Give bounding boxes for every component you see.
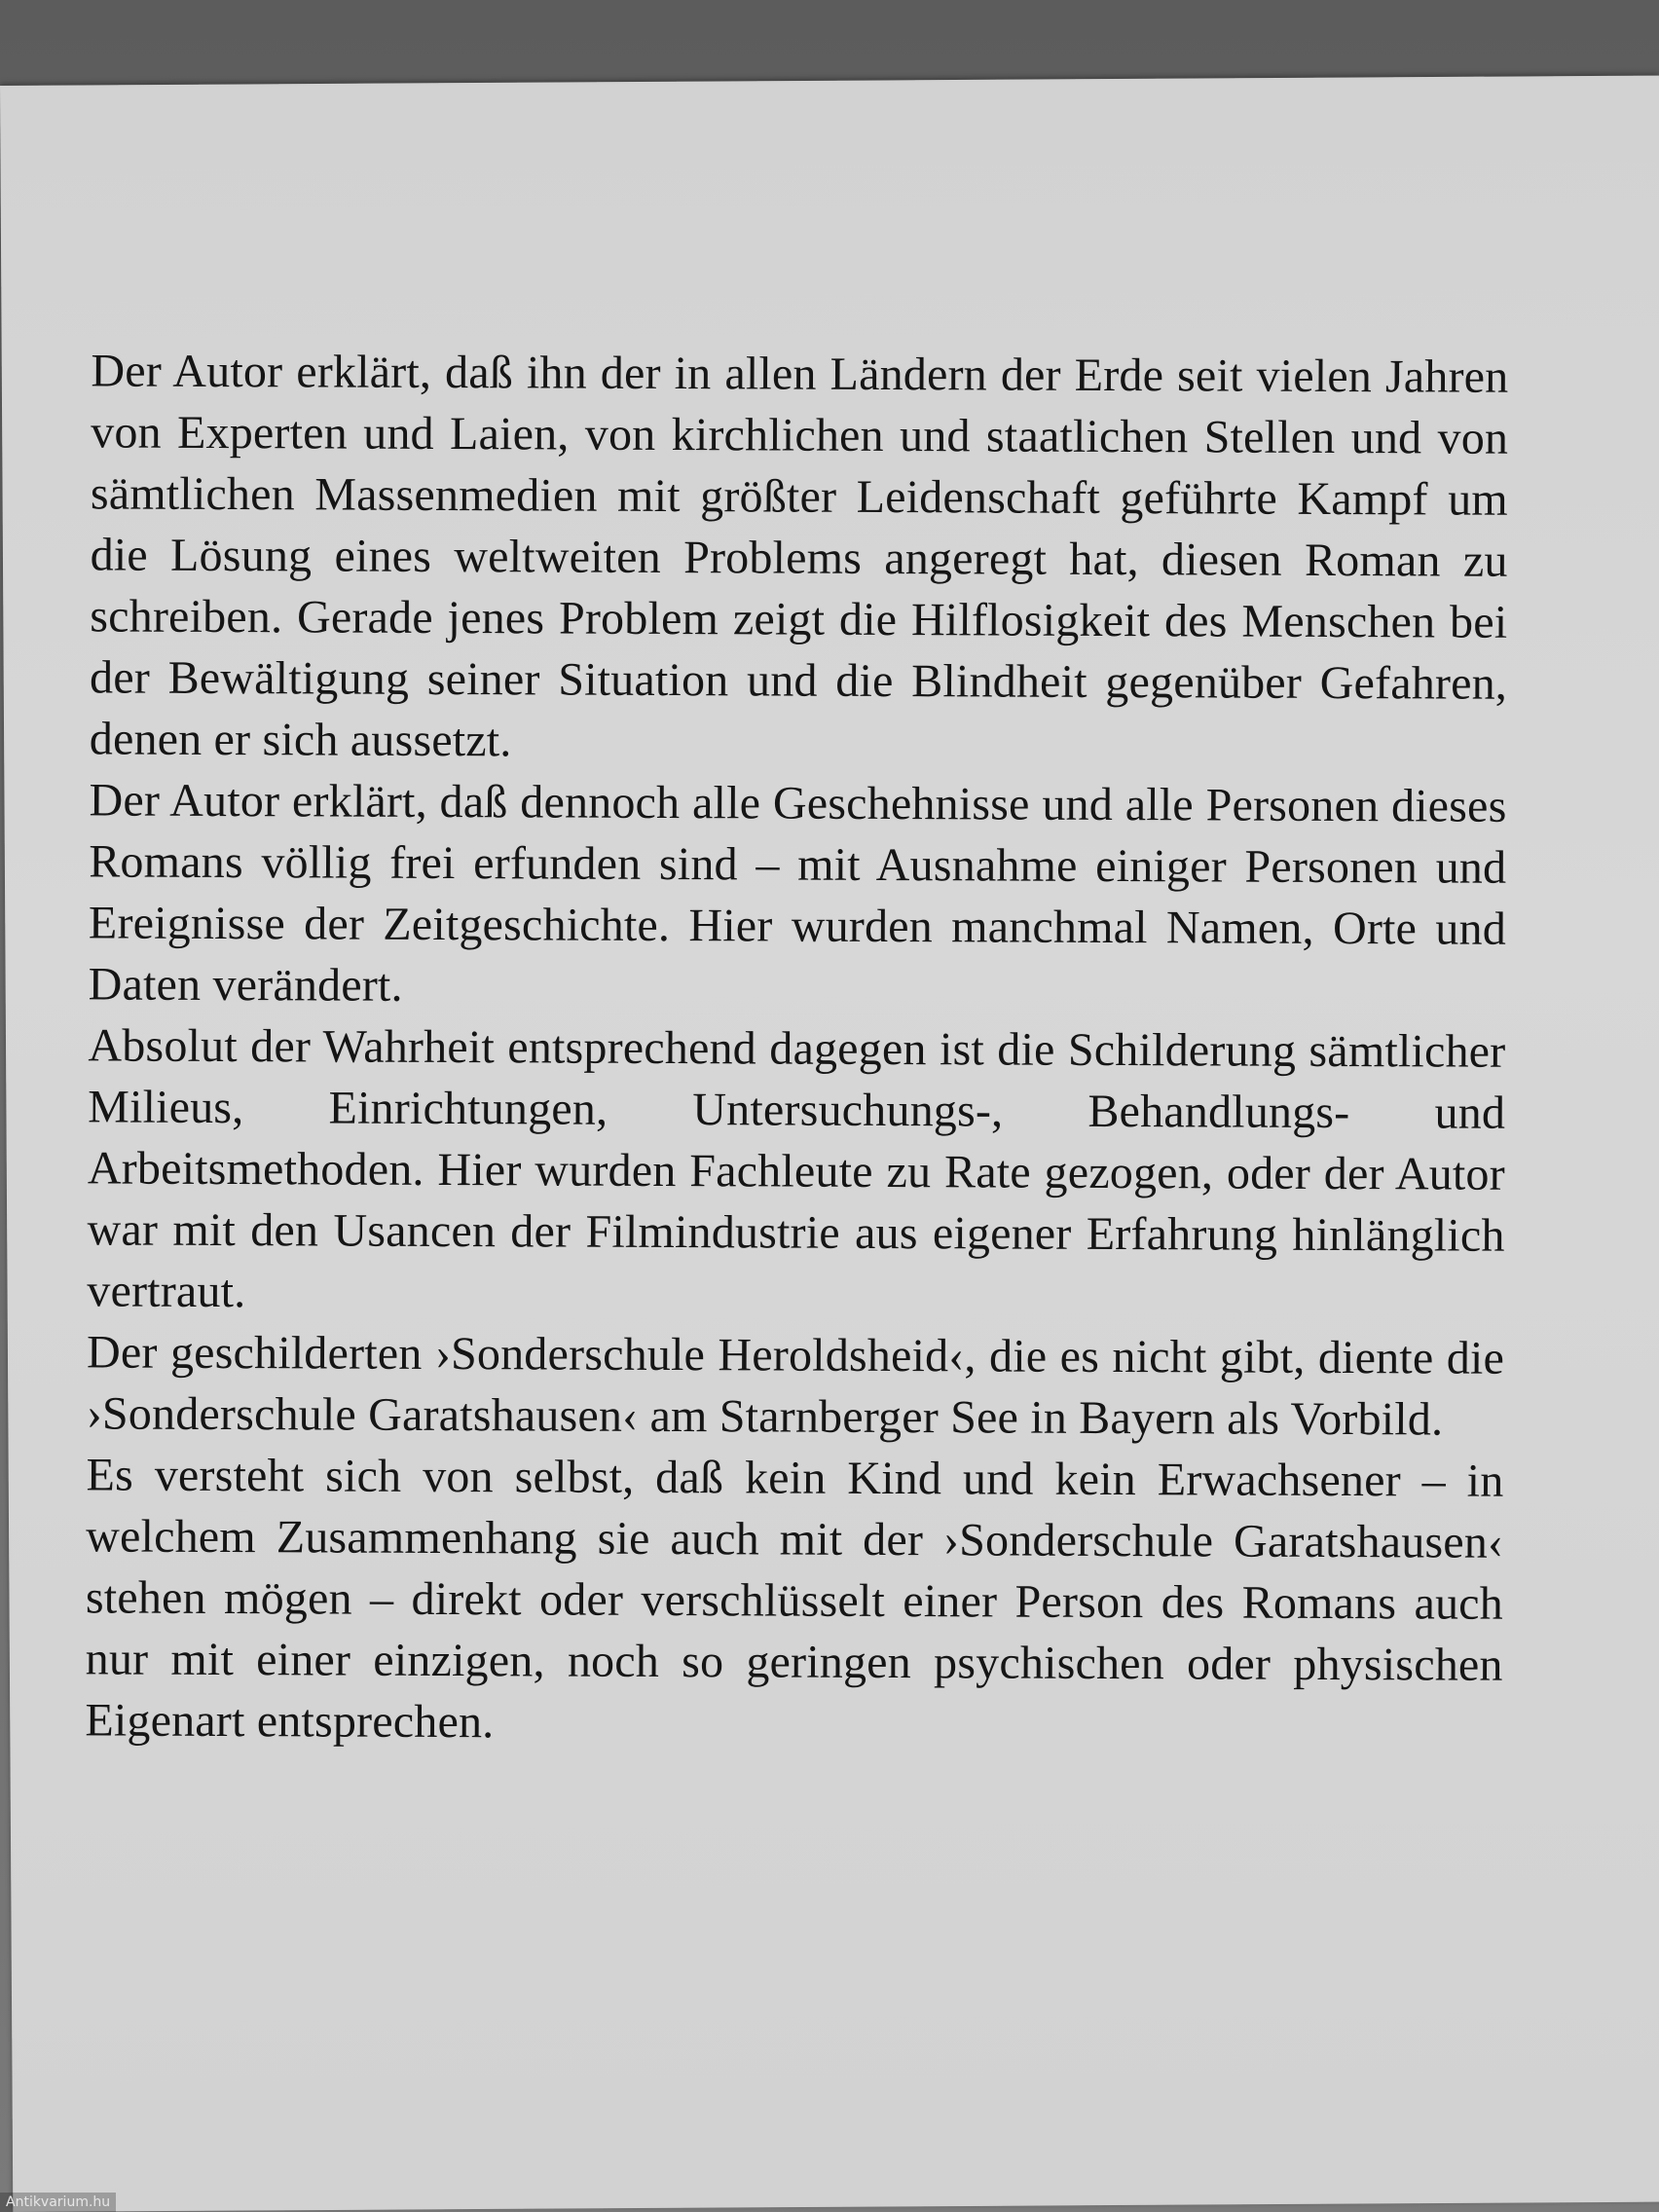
page-text-block [85,340,1508,1756]
paragraph-1: Der Autor erklärt, daß ihn der in allen Ländern der Erde seit vielen Jahren von Experten und Laien, von kirchlichen und staatlichen Stellen und von sämtlichen Massenmedien mit größter Leidenschaft geführte Kampf um die Lösung eines weltweiten Problems angeregt hat, diesen Roman zu schreiben. Gerade jenes Problem zeigt die Hilflosigkeit des Menschen bei der Bewältigung seiner Situation und die Blindheit gegenüber Gefahren, denen er sich aussetzt. [89,345,1509,767]
paragraph-5: Es versteht sich von selbst, daß kein Kind und kein Erwachsener – in welchem Zusammenhang sie auch mit der ›Sonderschule Garatshausen‹ stehen mögen – direkt oder verschlüsselt einer Person des Romans auch nur mit einer einzigen, noch so geringen psychischen oder physischen Eigenart entsprechen. [85,1449,1504,1749]
paragraph-4: Der geschilderten ›Sonderschule Heroldsheid‹, die es nicht gibt, diente die ›Sonderschule Garatshausen‹ am Starnberger See in Bayern als Vorbild. [86,1326,1505,1446]
watermark-label: Antikvarium.hu [0,2193,116,2212]
paragraph-2: Der Autor erklärt, daß dennoch alle Geschehnisse und alle Personen dieses Romans völlig frei erfunden sind – mit Ausnahme einiger Personen und Ereignisse der Zeitgeschichte. Hier wurden manchmal Namen, Orte und Daten verändert. [88,774,1507,1012]
book-page [0,76,1659,2212]
paragraph-3: Absolut der Wahrheit entsprechend dagegen ist die Schilderung sämtlicher Milieus, Einrichtungen, Untersuchungs-, Behandlungs- und Arbeitsmethoden. Hier wurden Fachleute zu Rate gezogen, oder der Autor war mit den Usancen der Filmindustrie aus eigener Erfahrung hinlänglich vertraut. [87,1019,1506,1318]
